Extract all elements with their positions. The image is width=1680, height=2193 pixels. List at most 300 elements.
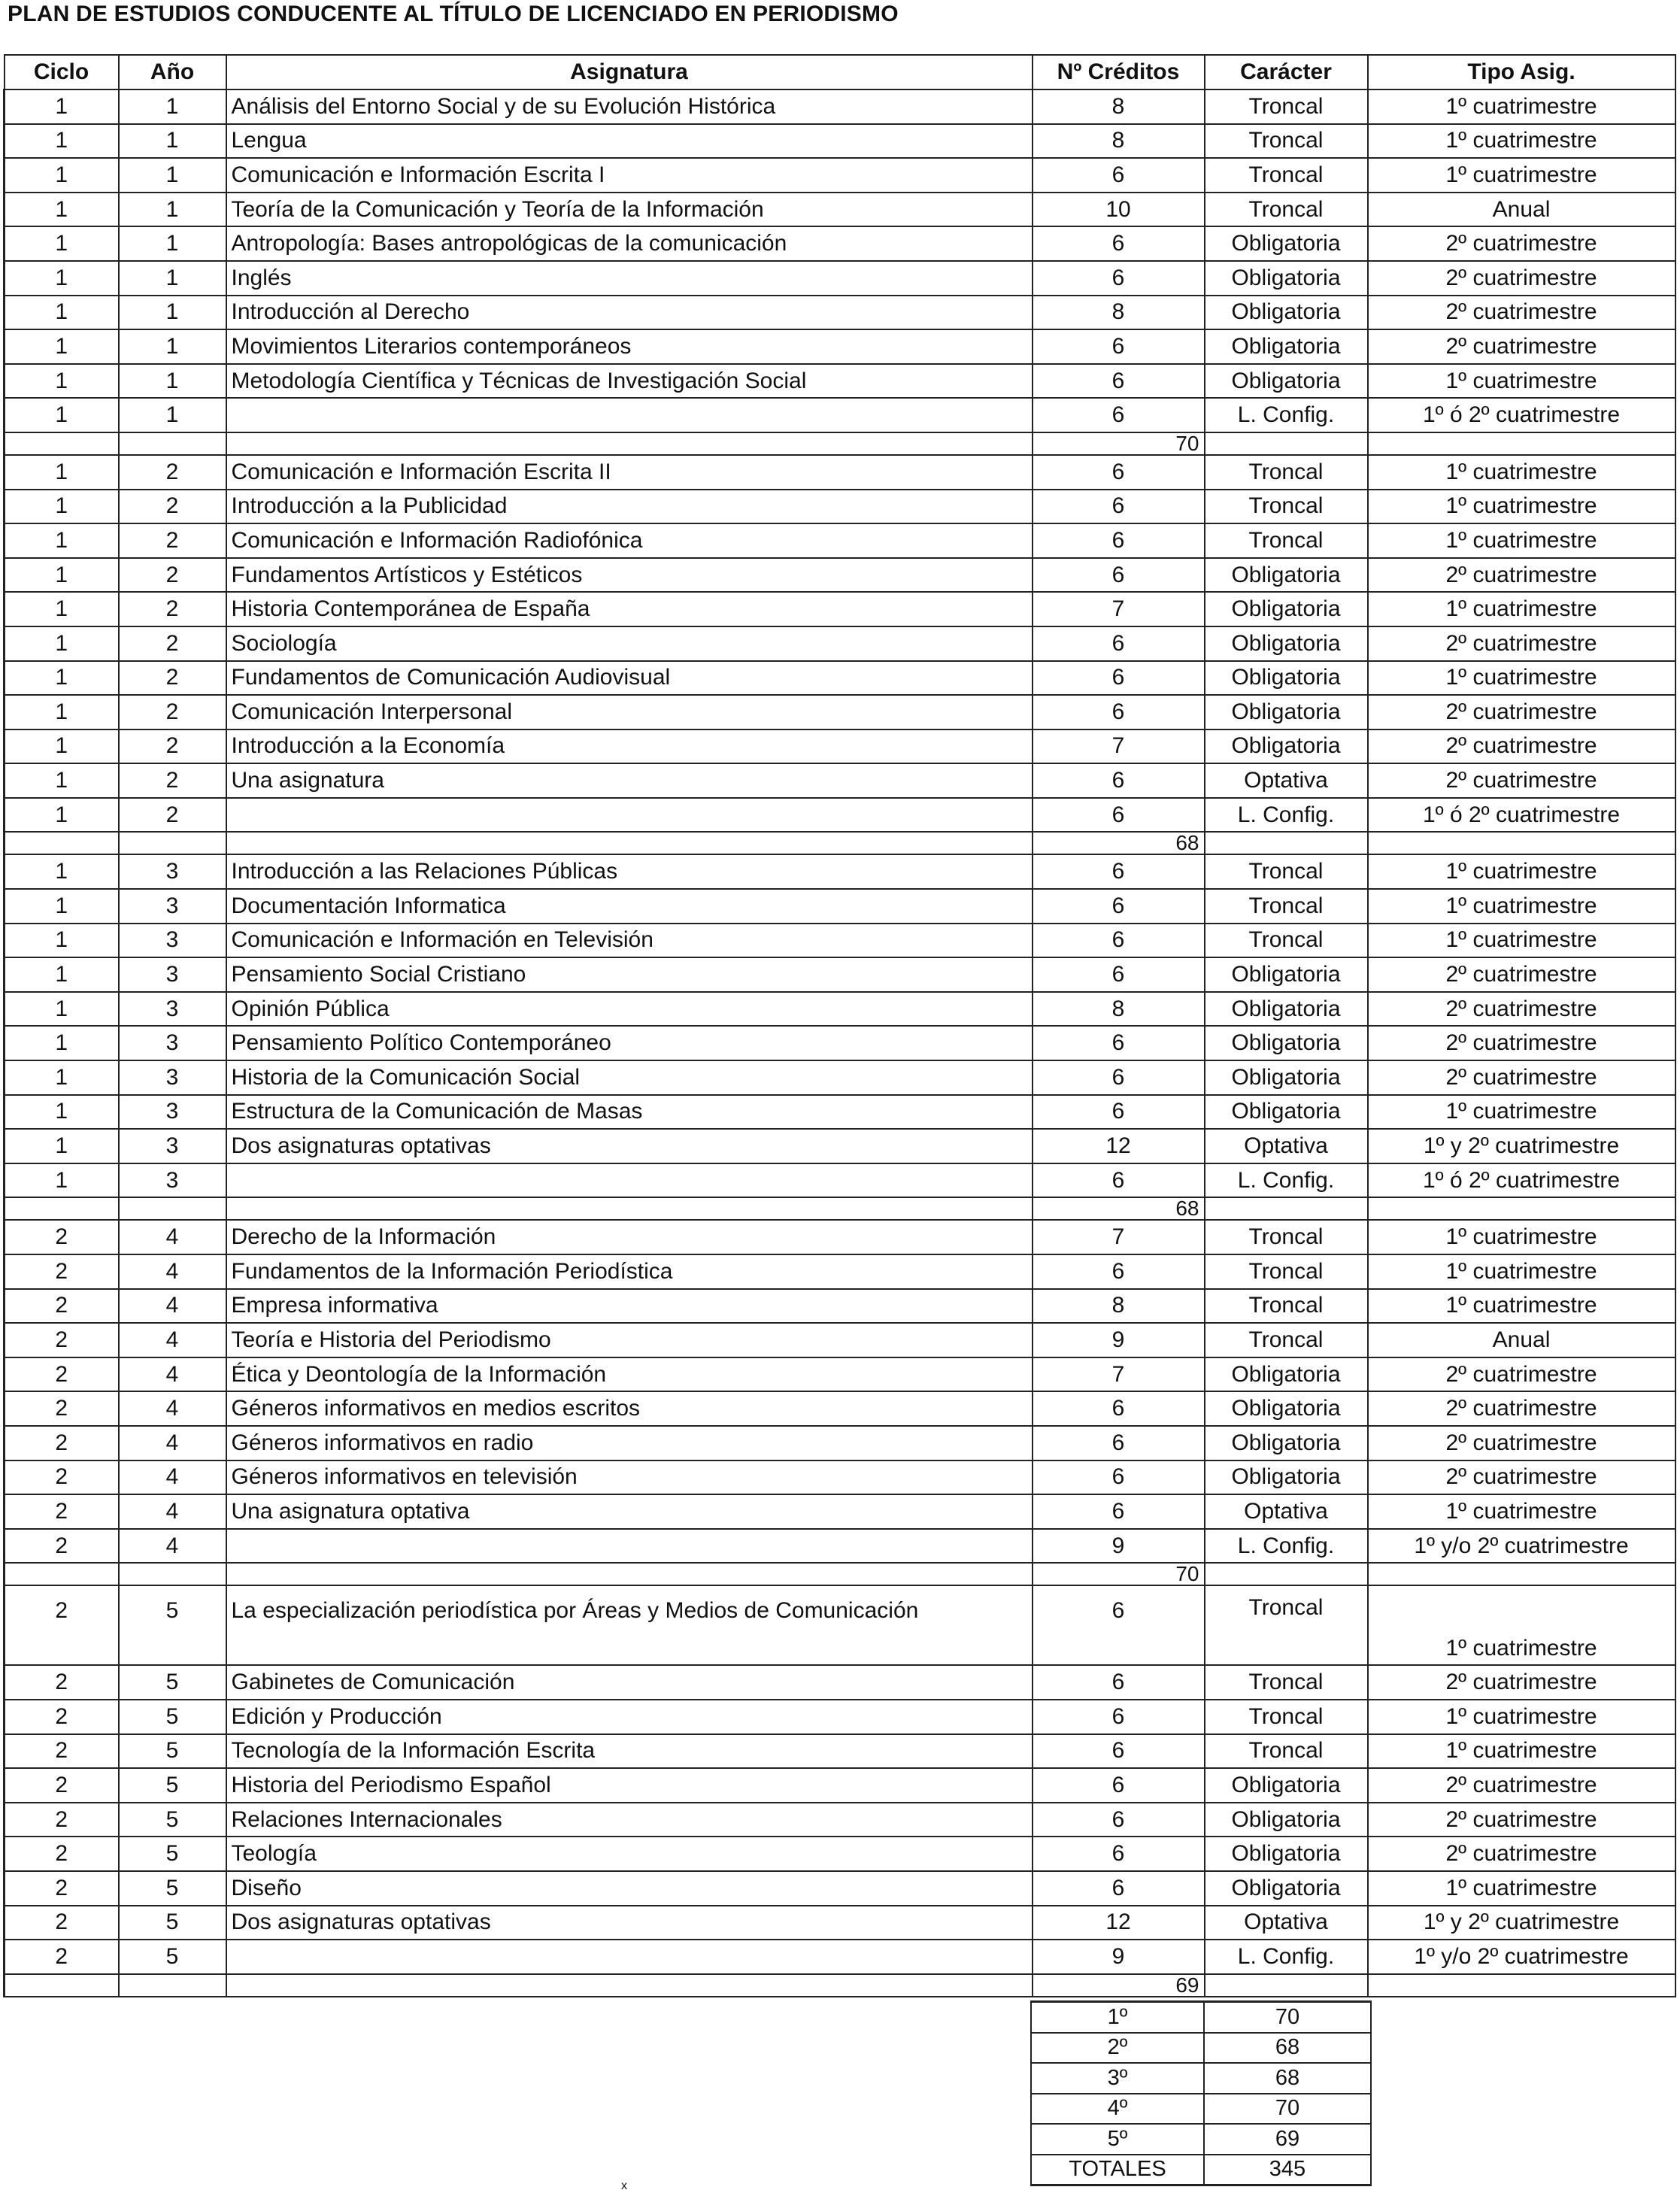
cell-ciclo: 2 <box>5 1254 119 1289</box>
table-row <box>5 695 1675 729</box>
cell-tipo: 1º cuatrimestre <box>1368 924 1675 958</box>
cell-tipo: 1º ó 2º cuatrimestre <box>1368 798 1675 833</box>
cell-ciclo: 1 <box>5 592 119 626</box>
cell-tipo: 1º cuatrimestre <box>1368 889 1675 924</box>
table-row <box>5 1940 1675 1974</box>
cell-ciclo: 1 <box>5 626 119 661</box>
cell-creditos: 12 <box>1033 1129 1205 1163</box>
cell-ciclo: 2 <box>5 1734 119 1769</box>
cell-asignatura: Historia Contemporánea de España <box>226 592 1033 626</box>
cell-ciclo: 1 <box>5 329 119 364</box>
cell-asignatura: Sociología <box>226 626 1033 661</box>
cell-anio: 5 <box>119 1700 226 1734</box>
cell-caracter: Obligatoria <box>1205 558 1368 593</box>
totals-value: 70 <box>1204 2002 1371 2033</box>
cell-tipo: 2º cuatrimestre <box>1368 1026 1675 1060</box>
cell-tipo: 2º cuatrimestre <box>1368 992 1675 1027</box>
cell-asignatura: Dos asignaturas optativas <box>226 1129 1033 1163</box>
cell-anio: 1 <box>119 296 226 330</box>
cell-ciclo: 1 <box>5 490 119 524</box>
cell-tipo: 2º cuatrimestre <box>1368 1357 1675 1392</box>
table-row <box>5 329 1675 364</box>
cell-asignatura: Comunicación Interpersonal <box>226 695 1033 729</box>
cell-anio: 4 <box>119 1289 226 1324</box>
cell-asignatura: Lengua <box>226 124 1033 159</box>
cell-anio: 2 <box>119 763 226 798</box>
document-title: PLAN DE ESTUDIOS CONDUCENTE AL TÍTULO DE LICENCIADO EN PERIODISMO <box>8 2 899 26</box>
cell-anio: 2 <box>119 729 226 764</box>
table-row <box>5 1026 1675 1060</box>
cell-tipo: 1º y/o 2º cuatrimestre <box>1368 1940 1675 1974</box>
cell-tipo: 1º cuatrimestre <box>1368 1220 1675 1254</box>
cell-creditos: 6 <box>1033 695 1205 729</box>
cell-caracter: Obligatoria <box>1205 1095 1368 1130</box>
subtotal-empty-cell <box>1205 1563 1368 1585</box>
table-row <box>5 1803 1675 1837</box>
cell-creditos: 6 <box>1033 523 1205 558</box>
cell-anio: 1 <box>119 158 226 193</box>
subtotal-credits: 69 <box>1033 1974 1205 1997</box>
table-row <box>5 1220 1675 1254</box>
cell-anio: 4 <box>119 1220 226 1254</box>
cell-asignatura: Metodología Científica y Técnicas de Investigación Social <box>226 364 1033 399</box>
cell-anio: 2 <box>119 626 226 661</box>
table-row <box>5 455 1675 490</box>
cell-tipo: 2º cuatrimestre <box>1368 1768 1675 1803</box>
cell-ciclo: 2 <box>5 1803 119 1837</box>
cell-caracter: Troncal <box>1205 924 1368 958</box>
subtotal-row <box>5 1974 1675 1997</box>
stray-mark: x <box>621 2179 627 2192</box>
cell-caracter: Optativa <box>1205 763 1368 798</box>
cell-caracter: Troncal <box>1205 523 1368 558</box>
table-row <box>5 1060 1675 1095</box>
subtotal-empty-cell <box>226 432 1033 455</box>
table-row <box>5 992 1675 1027</box>
cell-caracter: Troncal <box>1205 193 1368 227</box>
table-row <box>5 1460 1675 1495</box>
cell-asignatura: Movimientos Literarios contemporáneos <box>226 329 1033 364</box>
subtotal-empty-cell <box>226 1197 1033 1220</box>
cell-ciclo: 1 <box>5 1026 119 1060</box>
cell-tipo: 1º cuatrimestre <box>1368 854 1675 889</box>
cell-caracter: Obligatoria <box>1205 1871 1368 1906</box>
cell-creditos: 6 <box>1033 1768 1205 1803</box>
cell-asignatura: Dos asignaturas optativas <box>226 1906 1033 1940</box>
cell-creditos: 6 <box>1033 1803 1205 1837</box>
table-row <box>5 398 1675 432</box>
subtotal-empty-cell <box>5 832 119 854</box>
table-row <box>5 661 1675 696</box>
cell-creditos: 6 <box>1033 889 1205 924</box>
cell-tipo: 2º cuatrimestre <box>1368 226 1675 261</box>
cell-asignatura: Introducción a la Publicidad <box>226 490 1033 524</box>
cell-caracter: Troncal <box>1205 1220 1368 1254</box>
header-row <box>5 55 1675 89</box>
cell-creditos: 7 <box>1033 592 1205 626</box>
table-row <box>5 1906 1675 1940</box>
cell-asignatura: Relaciones Internacionales <box>226 1803 1033 1837</box>
cell-tipo: 2º cuatrimestre <box>1368 261 1675 296</box>
table-row <box>5 763 1675 798</box>
cell-tipo: 2º cuatrimestre <box>1368 1060 1675 1095</box>
table-row <box>5 1426 1675 1460</box>
cell-tipo: 2º cuatrimestre <box>1368 1426 1675 1460</box>
cell-tipo: 2º cuatrimestre <box>1368 763 1675 798</box>
subtotal-empty-cell <box>1368 1974 1675 1997</box>
cell-anio: 5 <box>119 1906 226 1940</box>
study-plan-table <box>3 54 1676 1997</box>
cell-anio: 1 <box>119 226 226 261</box>
cell-caracter: L. Config. <box>1205 1163 1368 1198</box>
cell-tipo: 2º cuatrimestre <box>1368 729 1675 764</box>
cell-creditos: 12 <box>1033 1906 1205 1940</box>
cell-caracter: Obligatoria <box>1205 729 1368 764</box>
cell-caracter: Obligatoria <box>1205 592 1368 626</box>
cell-caracter: Optativa <box>1205 1129 1368 1163</box>
subtotal-empty-cell <box>226 832 1033 854</box>
subtotal-empty-cell <box>5 1197 119 1220</box>
cell-creditos: 9 <box>1033 1323 1205 1357</box>
table-row <box>5 364 1675 399</box>
table-row <box>5 1129 1675 1163</box>
table-row <box>5 1095 1675 1130</box>
table-row <box>5 854 1675 889</box>
cell-anio: 5 <box>119 1585 226 1665</box>
cell-creditos: 8 <box>1033 124 1205 159</box>
cell-tipo: 1º cuatrimestre <box>1368 1494 1675 1529</box>
cell-ciclo: 1 <box>5 1163 119 1198</box>
cell-caracter: Obligatoria <box>1205 1768 1368 1803</box>
totals-value: 68 <box>1204 2033 1371 2064</box>
cell-tipo: 1º cuatrimestre <box>1368 455 1675 490</box>
cell-ciclo: 2 <box>5 1460 119 1495</box>
cell-tipo: 1º cuatrimestre <box>1368 490 1675 524</box>
subtotal-empty-cell <box>119 1197 226 1220</box>
cell-anio: 4 <box>119 1529 226 1564</box>
cell-tipo: 1º cuatrimestre <box>1368 1585 1675 1665</box>
cell-tipo: 1º cuatrimestre <box>1368 158 1675 193</box>
subtotal-empty-cell <box>5 432 119 455</box>
cell-creditos: 6 <box>1033 1871 1205 1906</box>
cell-asignatura: Historia de la Comunicación Social <box>226 1060 1033 1095</box>
cell-caracter: L. Config. <box>1205 1940 1368 1974</box>
cell-anio: 1 <box>119 124 226 159</box>
cell-ciclo: 1 <box>5 455 119 490</box>
cell-asignatura: Documentación Informatica <box>226 889 1033 924</box>
totals-label: TOTALES <box>1031 2155 1204 2185</box>
cell-caracter: Troncal <box>1205 1289 1368 1324</box>
cell-caracter: Obligatoria <box>1205 1060 1368 1095</box>
cell-asignatura: Análisis del Entorno Social y de su Evolución Histórica <box>226 89 1033 124</box>
subtotal-row <box>5 832 1675 854</box>
cell-asignatura <box>226 398 1033 432</box>
subtotal-empty-cell <box>119 1974 226 1997</box>
table-row <box>5 89 1675 124</box>
cell-tipo: Anual <box>1368 1323 1675 1357</box>
cell-creditos: 6 <box>1033 1163 1205 1198</box>
cell-ciclo: 2 <box>5 1494 119 1529</box>
cell-caracter: Troncal <box>1205 490 1368 524</box>
cell-ciclo: 1 <box>5 992 119 1027</box>
totals-row <box>1031 2002 1371 2033</box>
cell-ciclo: 1 <box>5 523 119 558</box>
cell-creditos: 6 <box>1033 957 1205 992</box>
table-row <box>5 226 1675 261</box>
cell-anio: 2 <box>119 695 226 729</box>
cell-anio: 3 <box>119 1026 226 1060</box>
cell-anio: 5 <box>119 1768 226 1803</box>
totals-value: 70 <box>1204 2094 1371 2125</box>
cell-ciclo: 1 <box>5 695 119 729</box>
cell-tipo: 2º cuatrimestre <box>1368 296 1675 330</box>
cell-asignatura: Fundamentos de Comunicación Audiovisual <box>226 661 1033 696</box>
cell-tipo: 1º cuatrimestre <box>1368 89 1675 124</box>
cell-caracter: Troncal <box>1205 1254 1368 1289</box>
table-row <box>5 1163 1675 1198</box>
subtotal-empty-cell <box>1205 1974 1368 1997</box>
totals-row <box>1031 2033 1371 2064</box>
cell-creditos: 6 <box>1033 1494 1205 1529</box>
cell-creditos: 6 <box>1033 490 1205 524</box>
cell-tipo: 1º cuatrimestre <box>1368 1871 1675 1906</box>
cell-creditos: 6 <box>1033 158 1205 193</box>
cell-tipo: 2º cuatrimestre <box>1368 558 1675 593</box>
cell-tipo: 1º cuatrimestre <box>1368 523 1675 558</box>
cell-tipo: 2º cuatrimestre <box>1368 1837 1675 1871</box>
cell-caracter: Obligatoria <box>1205 626 1368 661</box>
cell-creditos: 6 <box>1033 1095 1205 1130</box>
cell-caracter: Troncal <box>1205 1323 1368 1357</box>
cell-asignatura: Comunicación e Información Escrita II <box>226 455 1033 490</box>
cell-creditos: 6 <box>1033 1700 1205 1734</box>
subtotal-empty-cell <box>119 432 226 455</box>
table-row <box>5 1323 1675 1357</box>
table-row <box>5 124 1675 159</box>
cell-creditos: 6 <box>1033 1460 1205 1495</box>
table-row <box>5 1357 1675 1392</box>
table-row <box>5 592 1675 626</box>
cell-ciclo: 1 <box>5 558 119 593</box>
cell-creditos: 6 <box>1033 398 1205 432</box>
cell-anio: 5 <box>119 1871 226 1906</box>
cell-ciclo: 2 <box>5 1871 119 1906</box>
table-row <box>5 1254 1675 1289</box>
cell-anio: 3 <box>119 1060 226 1095</box>
cell-caracter: Obligatoria <box>1205 1460 1368 1495</box>
cell-caracter: Troncal <box>1205 1665 1368 1700</box>
table-row <box>5 729 1675 764</box>
cell-asignatura: Diseño <box>226 1871 1033 1906</box>
cell-tipo: 2º cuatrimestre <box>1368 957 1675 992</box>
cell-ciclo: 1 <box>5 924 119 958</box>
cell-tipo: 1º ó 2º cuatrimestre <box>1368 1163 1675 1198</box>
cell-ciclo: 1 <box>5 364 119 399</box>
cell-tipo: 1º cuatrimestre <box>1368 1700 1675 1734</box>
cell-creditos: 8 <box>1033 296 1205 330</box>
cell-anio: 1 <box>119 329 226 364</box>
cell-caracter: Obligatoria <box>1205 329 1368 364</box>
totals-year: 5º <box>1031 2124 1204 2155</box>
subtotal-empty-cell <box>226 1563 1033 1585</box>
cell-tipo: 1º cuatrimestre <box>1368 1095 1675 1130</box>
totals-sum-row <box>1031 2155 1371 2185</box>
subtotal-credits: 70 <box>1033 432 1205 455</box>
cell-creditos: 6 <box>1033 1665 1205 1700</box>
cell-asignatura <box>226 1529 1033 1564</box>
cell-creditos: 7 <box>1033 729 1205 764</box>
cell-ciclo: 1 <box>5 889 119 924</box>
cell-caracter: Troncal <box>1205 158 1368 193</box>
cell-tipo: 1º y 2º cuatrimestre <box>1368 1129 1675 1163</box>
cell-creditos: 7 <box>1033 1357 1205 1392</box>
cell-creditos: 6 <box>1033 854 1205 889</box>
subtotal-empty-cell <box>119 1563 226 1585</box>
cell-caracter: Obligatoria <box>1205 1837 1368 1871</box>
table-row <box>5 1494 1675 1529</box>
cell-asignatura: Fundamentos Artísticos y Estéticos <box>226 558 1033 593</box>
cell-ciclo: 2 <box>5 1940 119 1974</box>
cell-creditos: 8 <box>1033 992 1205 1027</box>
cell-anio: 2 <box>119 592 226 626</box>
table-row <box>5 158 1675 193</box>
cell-tipo: 2º cuatrimestre <box>1368 1460 1675 1495</box>
cell-caracter: Obligatoria <box>1205 661 1368 696</box>
cell-anio: 2 <box>119 490 226 524</box>
table-row <box>5 296 1675 330</box>
cell-creditos: 6 <box>1033 558 1205 593</box>
cell-ciclo: 1 <box>5 226 119 261</box>
cell-creditos: 6 <box>1033 1391 1205 1426</box>
cell-anio: 3 <box>119 924 226 958</box>
cell-ciclo: 1 <box>5 193 119 227</box>
cell-asignatura: Una asignatura <box>226 763 1033 798</box>
subtotal-empty-cell <box>1205 432 1368 455</box>
cell-creditos: 6 <box>1033 329 1205 364</box>
cell-asignatura: Introducción al Derecho <box>226 296 1033 330</box>
cell-ciclo: 1 <box>5 661 119 696</box>
cell-caracter: Obligatoria <box>1205 1426 1368 1460</box>
cell-caracter: Obligatoria <box>1205 226 1368 261</box>
cell-tipo: 1º cuatrimestre <box>1368 661 1675 696</box>
cell-creditos: 8 <box>1033 89 1205 124</box>
totals-table <box>1030 2000 1372 2186</box>
header-asignatura: Asignatura <box>226 55 1033 89</box>
cell-anio: 2 <box>119 798 226 833</box>
cell-ciclo: 2 <box>5 1585 119 1665</box>
cell-asignatura <box>226 1940 1033 1974</box>
cell-caracter: L. Config. <box>1205 398 1368 432</box>
cell-caracter: Obligatoria <box>1205 261 1368 296</box>
cell-creditos: 6 <box>1033 1026 1205 1060</box>
cell-tipo: 1º cuatrimestre <box>1368 1254 1675 1289</box>
cell-tipo: 1º cuatrimestre <box>1368 1289 1675 1324</box>
cell-creditos: 6 <box>1033 1734 1205 1769</box>
cell-asignatura: Pensamiento Social Cristiano <box>226 957 1033 992</box>
cell-creditos: 6 <box>1033 924 1205 958</box>
cell-asignatura: Géneros informativos en medios escritos <box>226 1391 1033 1426</box>
table-row <box>5 1871 1675 1906</box>
table-row <box>5 1665 1675 1700</box>
cell-creditos: 6 <box>1033 798 1205 833</box>
subtotal-empty-cell <box>1205 1197 1368 1220</box>
cell-tipo: 2º cuatrimestre <box>1368 1391 1675 1426</box>
cell-anio: 1 <box>119 364 226 399</box>
cell-creditos: 9 <box>1033 1529 1205 1564</box>
table-row <box>5 523 1675 558</box>
subtotal-credits: 68 <box>1033 1197 1205 1220</box>
totals-year: 3º <box>1031 2063 1204 2094</box>
cell-asignatura: Edición y Producción <box>226 1700 1033 1734</box>
cell-creditos: 6 <box>1033 364 1205 399</box>
cell-anio: 1 <box>119 398 226 432</box>
cell-ciclo: 2 <box>5 1426 119 1460</box>
cell-asignatura <box>226 1163 1033 1198</box>
totals-value: 69 <box>1204 2124 1371 2155</box>
cell-anio: 4 <box>119 1460 226 1495</box>
cell-caracter: Obligatoria <box>1205 957 1368 992</box>
table-row <box>5 798 1675 833</box>
cell-anio: 2 <box>119 558 226 593</box>
cell-creditos: 6 <box>1033 1426 1205 1460</box>
cell-anio: 5 <box>119 1837 226 1871</box>
totals-value: 68 <box>1204 2063 1371 2094</box>
cell-anio: 2 <box>119 523 226 558</box>
cell-anio: 4 <box>119 1494 226 1529</box>
cell-ciclo: 1 <box>5 158 119 193</box>
cell-anio: 3 <box>119 1129 226 1163</box>
cell-caracter: Optativa <box>1205 1494 1368 1529</box>
cell-asignatura: Comunicación e Información Escrita I <box>226 158 1033 193</box>
subtotal-row <box>5 1563 1675 1585</box>
cell-ciclo: 1 <box>5 89 119 124</box>
cell-ciclo: 1 <box>5 1095 119 1130</box>
cell-anio: 5 <box>119 1940 226 1974</box>
cell-ciclo: 2 <box>5 1220 119 1254</box>
cell-creditos: 6 <box>1033 1060 1205 1095</box>
cell-ciclo: 1 <box>5 763 119 798</box>
cell-creditos: 6 <box>1033 1585 1205 1665</box>
cell-asignatura: Gabinetes de Comunicación <box>226 1665 1033 1700</box>
subtotal-row <box>5 1197 1675 1220</box>
cell-ciclo: 2 <box>5 1768 119 1803</box>
cell-anio: 3 <box>119 957 226 992</box>
cell-caracter: L. Config. <box>1205 798 1368 833</box>
cell-anio: 4 <box>119 1357 226 1392</box>
cell-creditos: 6 <box>1033 626 1205 661</box>
subtotal-empty-cell <box>5 1974 119 1997</box>
cell-ciclo: 2 <box>5 1391 119 1426</box>
cell-anio: 4 <box>119 1323 226 1357</box>
table-row <box>5 1837 1675 1871</box>
cell-creditos: 10 <box>1033 193 1205 227</box>
subtotal-credits: 68 <box>1033 832 1205 854</box>
cell-caracter: Troncal <box>1205 1734 1368 1769</box>
cell-ciclo: 1 <box>5 261 119 296</box>
cell-tipo: 1º cuatrimestre <box>1368 592 1675 626</box>
subtotal-row <box>5 432 1675 455</box>
cell-ciclo: 2 <box>5 1665 119 1700</box>
cell-anio: 3 <box>119 889 226 924</box>
cell-tipo: 1º y/o 2º cuatrimestre <box>1368 1529 1675 1564</box>
cell-creditos: 8 <box>1033 1289 1205 1324</box>
cell-caracter: Troncal <box>1205 854 1368 889</box>
cell-anio: 1 <box>119 193 226 227</box>
cell-asignatura: Introducción a la Economía <box>226 729 1033 764</box>
cell-tipo: 2º cuatrimestre <box>1368 1803 1675 1837</box>
cell-asignatura: Pensamiento Político Contemporáneo <box>226 1026 1033 1060</box>
cell-ciclo: 1 <box>5 398 119 432</box>
